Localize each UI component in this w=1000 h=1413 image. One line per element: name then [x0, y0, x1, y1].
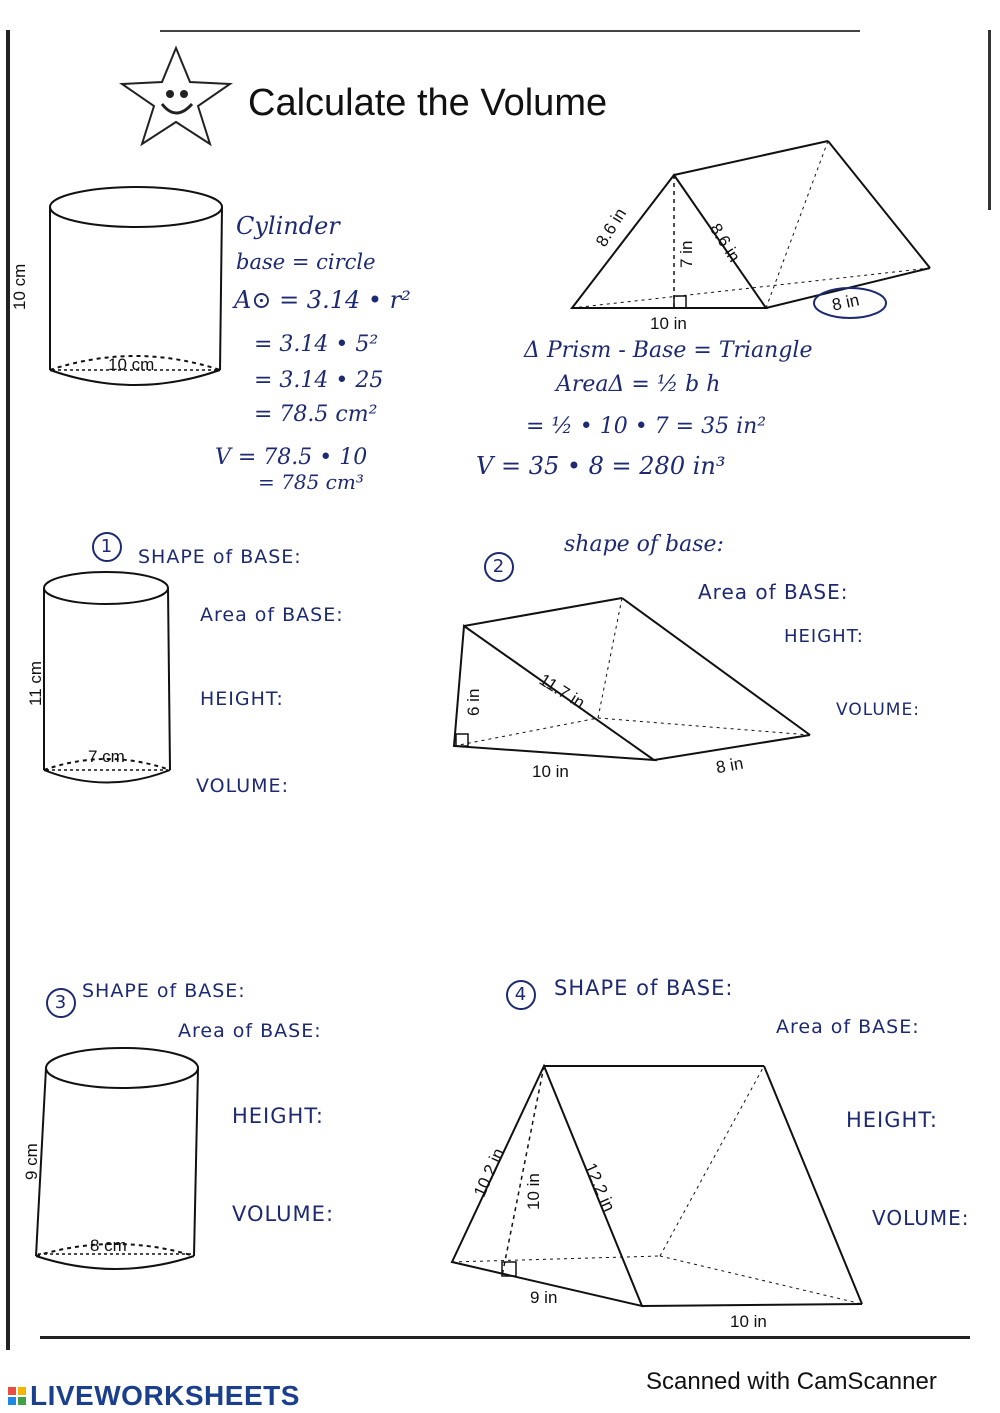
problem2-base-label: 10 in: [532, 762, 569, 781]
problem2-length-label: 8 in: [714, 753, 745, 778]
page-title: Calculate the Volume: [248, 82, 608, 124]
example1-work-line-5: = 3.14 • 25: [254, 368, 384, 393]
problem2-number: 2: [484, 552, 514, 582]
example2-length-label: 8 in: [830, 290, 861, 315]
problem2-shape-prompt: shape of base:: [564, 532, 724, 557]
example1-work-line-4: = 3.14 • 5²: [254, 332, 379, 357]
problem3-number: 3: [46, 988, 76, 1018]
example2-work-line-3: = ½ • 10 • 7 = 35 in²: [526, 414, 767, 439]
problem3-height-prompt: HEIGHT:: [232, 1104, 324, 1128]
example1-work-line-3: A⊙ = 3.14 • r²: [234, 286, 411, 314]
problem4-right-side-label: 12.2 in: [580, 1160, 619, 1215]
example1-work-line-2: base = circle: [236, 250, 376, 274]
problem4-height-label: 10 in: [524, 1173, 543, 1210]
example1-work-line-6: = 78.5 cm²: [254, 402, 378, 427]
example1-diameter-label: 10 cm: [108, 355, 155, 374]
example1-work-line-8: = 785 cm³: [258, 470, 364, 494]
problem2-height-prompt: HEIGHT:: [784, 626, 864, 647]
example2-left-side-label: 8.6 in: [592, 204, 631, 251]
problem4-area-prompt: Area of BASE:: [776, 1016, 920, 1038]
problem1-volume-prompt: VOLUME:: [196, 775, 289, 797]
example1-height-label: 10 cm: [10, 263, 29, 310]
problem2-side-label: 6 in: [464, 688, 483, 716]
problem4-length-label: 10 in: [730, 1312, 767, 1331]
example2-right-side-label: 8.6 in: [705, 220, 745, 266]
example2-height-label: 7 in: [677, 240, 696, 268]
problem4-base-label: 9 in: [530, 1288, 558, 1307]
problem4-number: 4: [506, 980, 536, 1010]
example1-work-line-1: Cylinder: [236, 212, 340, 240]
problem1-diameter-label: 7 cm: [88, 747, 125, 766]
liveworksheets-logo: [8, 1380, 300, 1412]
example1-work-line-7: V = 78.5 • 10: [215, 445, 368, 470]
problem4-height-prompt: HEIGHT:: [846, 1108, 938, 1132]
example2-base-label: 10 in: [650, 314, 687, 333]
liveworksheets-brand: LIVEWORKSHEETS: [30, 1380, 300, 1411]
problem3-shape-prompt: SHAPE of BASE:: [82, 980, 246, 1002]
problem4-left-side-label: 10.2 in: [470, 1145, 509, 1200]
problem1-number: 1: [92, 532, 122, 562]
liveworksheets-logo-icon: [8, 1387, 26, 1405]
problem1-height-prompt: HEIGHT:: [200, 688, 284, 710]
problem1-area-prompt: Area of BASE:: [200, 604, 344, 626]
problem3-diameter-label: 8 cm: [90, 1236, 127, 1255]
camscanner-note: Scanned with CamScanner: [646, 1368, 937, 1395]
problem2-area-prompt: Area of BASE:: [698, 580, 849, 604]
problem1-shape-prompt: SHAPE of BASE:: [138, 546, 302, 568]
problem3-area-prompt: Area of BASE:: [178, 1020, 322, 1042]
problem3-volume-prompt: VOLUME:: [232, 1202, 335, 1226]
problem2-hypotenuse-label: 11.7 in: [535, 670, 589, 713]
example2-work-line-2: AreaΔ = ½ b h: [556, 372, 721, 397]
problem2-volume-prompt: VOLUME:: [836, 700, 920, 720]
problem1-height-label: 11 cm: [26, 660, 45, 706]
problem3-height-label: 9 cm: [22, 1143, 41, 1180]
example2-work-line-4: V = 35 • 8 = 280 in³: [476, 452, 726, 480]
problem4-volume-prompt: VOLUME:: [872, 1206, 970, 1230]
problem4-shape-prompt: SHAPE of BASE:: [554, 976, 734, 1000]
example2-work-line-1: Δ Prism - Base = Triangle: [524, 338, 813, 363]
